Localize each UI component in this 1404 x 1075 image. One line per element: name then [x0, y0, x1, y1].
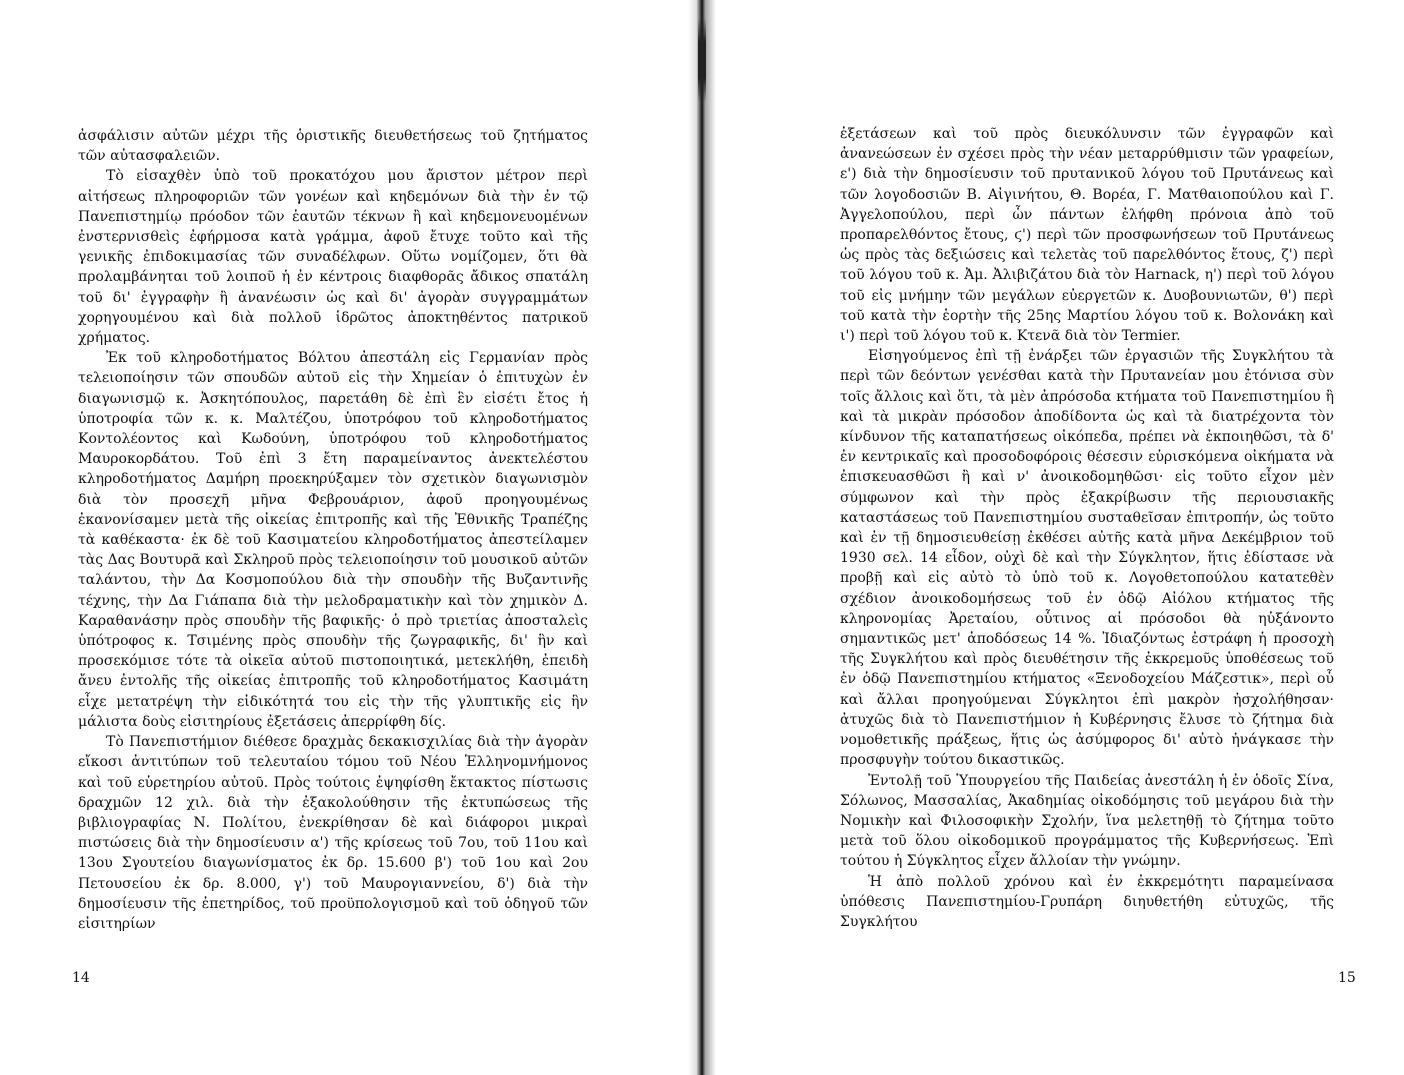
paragraph: Ἡ ἀπὸ πολλοῦ χρόνου καὶ ἐν ἐκκρεμότητι παραμείνασα ὑπόθεσις Πανεπιστημίου-Γρυπάρη διηυθετήθη εὐτυχῶς, τῆς Συγκλήτου	[840, 873, 1334, 930]
right-page-body	[840, 124, 1334, 932]
paragraph: ἀσφάλισιν αὐτῶν μέχρι τῆς ὁριστικῆς διευθετήσεως τοῦ ζητήματος τῶν αὐτασφαλειῶν.	[78, 128, 588, 165]
paragraph: Ἐντολῇ τοῦ Ὑπουργείου τῆς Παιδείας ἀνεστάλη ἡ ἐν ὁδοῖς Σίνα, Σόλωνος, Μασσαλίας, Ἀκαδημίας οἰκοδόμησις τοῦ μεγάρου διὰ τὴν Νομικὴν καὶ Φιλοσοφικὴν Σχολήν, ἵνα μελετηθῇ τὸ ζήτημα τοῦτο μετὰ τοῦ ὅλου οἰκοδομικοῦ προγράμματος τῆς Κυβερνήσεως. Ἐπὶ τούτου ἡ Σύγκλητος εἶχεν ἄλλοίαν τὴν γνώμην.	[840, 772, 1334, 870]
paragraph: ἐξετάσεων καὶ τοῦ πρὸς διευκόλυνσιν τῶν ἐγγραφῶν καὶ ἀνανεώσεων ἐν σχέσει πρὸς τὴν νέαν μεταρρύθμισιν τῶν γραφείων, ε') διὰ τὴν δημοσίευσιν τοῦ πρυτανικοῦ λόγου τοῦ Πρυτάνεως καὶ τῶν λογοδοσιῶν Β. Αἰγινήτου, Θ. Βορέα, Γ. Ματθαιοπούλου καὶ Γ. Ἀγγελοπούλου, περὶ ὧν πάντων ἐλήφθη πρόνοια ἀπὸ τοῦ προπαρελθόντος ἔτους, ϛ') περὶ τῶν προσφωνήσεων τοῦ Πρυτάνεως ὡς πρὸς τὰς δεξιώσεις καὶ τελετὰς τοῦ παρελθόντος ἔτους, ζ') περὶ τοῦ λόγου τοῦ κ. Ἀμ. Ἀλιβιζάτου διὰ τὸν Harnack, η') περὶ τοῦ λόγου τοῦ εἰς μνήμην τῶν μεγάλων εὐεργετῶν κ. Δυοβουνιωτῶν, θ') περὶ τοῦ κατὰ τὴν ἑορτὴν τῆς 25ης Μαρτίου λόγου τοῦ κ. Βολονάκη καὶ ι') περὶ τοῦ λόγου τοῦ κ. Κτενᾶ διὰ τὸν Termier.	[840, 126, 1334, 345]
right-page	[700, 0, 1404, 1075]
paragraph: Ἐκ τοῦ κληροδοτήματος Βόλτου ἀπεστάλη εἰς Γερμανίαν πρὸς τελειοποίησιν τῶν σπουδῶν αὐτοῦ εἰς τὴν Χημείαν ὁ ἐπιτυχὼν ἐν διαγωνισμῷ κ. Ἀσκητόπουλος, παρετάθη δὲ ἐπὶ ἓν εἰσέτι ἔτος ἡ ὑποτροφία τῶν κ. κ. Μαλτέζου, ὑποτρόφου τοῦ κληροδοτήματος Κοντολέοντος καὶ Κωδούνη, ὑποτρόφου τοῦ κληροδοτήματος Μαυροκορδάτου. Τοῦ ἐπὶ 3 ἔτη παραμείναντος ἀνεκτελέστου κληροδοτήματος Δαμήρη προεκηρύξαμεν τὸν σχετικὸν διαγωνισμὸν διὰ τὸν προσεχῆ μῆνα Φεβρουάριον, ἀφοῦ προηγουμένως ἐκανονίσαμεν μετὰ τῆς οἰκείας ἐπιτροπῆς καὶ τῆς Ἐθνικῆς Τραπέζης τὰ καθέκαστα· ἐκ δὲ τοῦ Κασιματείου κληροδοτήματος ἀπεστείλαμεν τὰς Δας Βουτυρᾶ καὶ Σκληροῦ πρὸς τελειοποίησιν τοῦ μουσικοῦ αὐτῶν ταλάντου, τὴν Δα Κοσμοπούλου διὰ τὴν σπουδὴν τῆς Βυζαντινῆς τέχνης, τὴν Δα Γιάπαπα διὰ τὴν μελοδραματικὴν καὶ τὸν χημικὸν Δ. Καραθανάσην πρὸς σπουδὴν τῆς βαφικῆς· ὁ πρὸ τριετίας ἀποσταλεὶς ὑπότροφος κ. Τσιμένης πρὸς σπουδὴν τῆς ζωγραφικῆς, δι' ἣν καὶ προσεκόμισε τότε τὰ οἰκεῖα αὐτοῦ πιστοποιητικά, μετεκλήθη, ἐπειδὴ ἄνευ ἐντολῆς τῆς οἰκείας ἐπιτροπῆς τοῦ κληροδοτήματος Κασιμάτη εἶχε μετατρέψη τὴν εἰδικότητά του εἰς τὴν τῆς γλυπτικῆς εἰς ἣν μάλιστα δοὺς εἰσιτηρίους ἐξετάσεις ἀπερρίφθη δίς.	[78, 350, 588, 730]
paragraph: Τὸ Πανεπιστήμιον διέθεσε δραχμὰς δεκακισχιλίας διὰ τὴν ἀγορὰν εἴκοσι ἀντιτύπων τοῦ τελευταίου τόμου τοῦ Νέου Ἑλληνομνήμονος καὶ τοῦ εὑρετηρίου αὐτοῦ. Πρὸς τούτοις ἐψηφίσθη ἔκτακτος πίστωσις δραχμῶν 12 χιλ. διὰ τὴν ἐξακολούθησιν τῆς ἐκτυπώσεως τῆς βιβλιογραφίας Ν. Πολίτου, ἐνεκρίθησαν δὲ καὶ διάφοροι μικραὶ πιστώσεις διὰ τὴν δημοσίευσιν α') τῆς κρίσεως τοῦ 7ου, τοῦ 11ου καὶ 13ου Σγουτείου διαγωνίσματος ἐκ δρ. 15.600 β') τοῦ 1ου καὶ 2ου Πετουσείου ἐκ δρ. 8.000, γ') τοῦ Μαυρογιαννείου, δ') διὰ τὴν δημοσίευσιν τῆς ἐπετηρίδος, τοῦ προϋπολογισμοῦ καὶ τοῦ ὁδηγοῦ τῶν εἰσιτηρίων	[78, 734, 588, 932]
page-number: 15	[1338, 970, 1356, 986]
paragraph: Εἰσηγούμενος ἐπὶ τῇ ἐνάρξει τῶν ἐργασιῶν τῆς Συγκλήτου τὰ περὶ τῶν δεόντων γενέσθαι κατὰ τὴν Πρυτανείαν μου ἐτόνισα σὺν τοῖς ἄλλοις καὶ ὅτι, τὰ μὲν ἀπρόσοδα κτήματα τοῦ Πανεπιστημίου ἢ καὶ τὰ μικρὰν πρόσοδον ἀποδίδοντα ὡς καὶ τὰ διατρέχοντα τὸν κίνδυνον τῆς καταπατήσεως οἰκόπεδα, πρέπει νὰ ἐκποιηθῶσι, τὰ δ' ἐν κεντρικαῖς καὶ προσοδοφόροις θέσεσιν εὑρισκόμενα οἰκήματα νὰ ἐπισκευασθῶσι ἢ καὶ ν' ἀνοικοδομηθῶσι· εἰς τοῦτο εἶχον μὲν σύμφωνον καὶ τὴν πρὸς ἐξακρίβωσιν τῆς περιουσιακῆς καταστάσεως τοῦ Πανεπιστημίου συσταθεῖσαν ἐπιτροπήν, ὡς τοῦτο καὶ ἐν τῇ δημοσιευθείσῃ ἐκθέσει αὐτῆς κατὰ μῆνα Δεκέμβριον τοῦ 1930 σελ. 14 εἶδον, οὐχὶ δὲ καὶ τὴν Σύγκλητον, ἥτις ἐδίστασε νὰ προβῇ καὶ εἰς αὐτὸ τὸ ὑπὸ τοῦ κ. Λογοθετοπούλου κατατεθὲν σχέδιον ἀνοικοδομήσεως τοῦ ἐν ὁδῷ Αἰόλου κτήματος τῆς κληρονομίας Ἀρεταίου, οὗτινος αἱ πρόσοδοι θὰ ηὐξάνοντο σημαντικῶς μετ' ἀποδόσεως 14 %. Ἰδιαζόντως ἐστράφη ἡ προσοχὴ τῆς Συγκλήτου καὶ πρὸς διευθέτησιν τῆς ἐκκρεμοῦς ὑποθέσεως τοῦ ἐν ὁδῷ Πανεπιστημίου κτήματος «Ξενοδοχείου Μάζεστικ», περὶ οὗ καὶ ἄλλαι προηγούμεναι Σύγκλητοι ἐπὶ μακρὸν ἠσχολήθησαν· ἀτυχῶς διὰ τὸ Πανεπιστήμιον ἡ Κυβέρνησις ἔλυσε τὸ ζήτημα διὰ νομοθετικῆς πράξεως, ἥτις ὡς ἀσύμφορος δι' αὐτὸ ἠνάγκασε τὴν προσφυγὴν τούτου δικαστικῶς.	[840, 348, 1334, 769]
left-page-body	[78, 126, 588, 934]
page-number: 14	[72, 970, 90, 986]
left-page	[0, 0, 700, 1075]
paragraph: Τὸ εἰσαχθὲν ὑπὸ τοῦ προκατόχου μου ἄριστον μέτρον περὶ αἰτήσεως πληροφοριῶν τῶν γονέων καὶ κηδεμόνων διὰ τὴν ἐν τῷ Πανεπιστημίῳ πρόοδον τῶν ἑαυτῶν τέκνων ἢ καὶ κηδεμονευομένων ἐνστερνισθεὶς ἐφήρμοσα κατὰ γράμμα, ἀφοῦ ἔτυχε τοῦτο καὶ τῆς γενικῆς ἐπιδοκιμασίας τῶν συναδέλφων. Οὕτω νομίζομεν, ὅτι θὰ προλαμβάνηται τοῦ λοιποῦ ἡ ἐν κέντροις διαφθορᾶς ἄδικος σπατάλη τοῦ δι' ἐγγραφὴν ἢ ἀνανέωσιν ὡς καὶ δι' ἀγορὰν συγγραμμάτων χορηγουμένου καὶ διὰ πολλοῦ ἱδρῶτος ἀποκτηθέντος πατρικοῦ χρήματος.	[78, 168, 588, 347]
